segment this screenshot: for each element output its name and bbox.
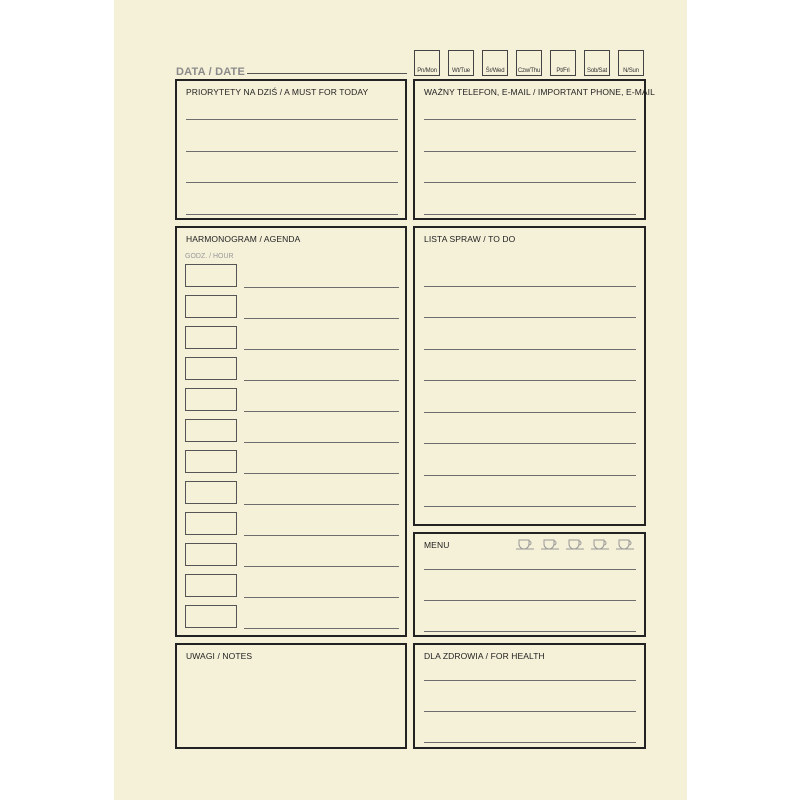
agenda-line[interactable]	[244, 349, 399, 350]
hour-box[interactable]	[185, 357, 237, 380]
todo-line[interactable]	[424, 286, 636, 287]
todo-line[interactable]	[424, 412, 636, 413]
hour-box[interactable]	[185, 543, 237, 566]
contacts-title: WAŻNY TELEFON, E-MAIL / IMPORTANT PHONE, E-MAIL	[424, 87, 655, 97]
hour-box[interactable]	[185, 388, 237, 411]
todo-line[interactable]	[424, 443, 636, 444]
todo-line[interactable]	[424, 475, 636, 476]
agenda-line[interactable]	[244, 504, 399, 505]
coffee-cup-icon[interactable]	[615, 537, 637, 551]
agenda-line[interactable]	[244, 628, 399, 629]
day-label: Wt/Tue	[452, 68, 470, 74]
notes-panel[interactable]	[175, 643, 407, 749]
agenda-line[interactable]	[244, 473, 399, 474]
hour-box[interactable]	[185, 264, 237, 287]
menu-title: MENU	[424, 540, 450, 550]
agenda-line[interactable]	[244, 411, 399, 412]
coffee-cup-icon[interactable]	[565, 537, 587, 551]
notes-title: UWAGI / NOTES	[186, 651, 253, 661]
date-label: DATA / DATE	[176, 66, 246, 78]
hour-box[interactable]	[185, 605, 237, 628]
writing-line[interactable]	[186, 182, 398, 183]
agenda-line[interactable]	[244, 318, 399, 319]
day-label: N/Sun	[623, 68, 639, 74]
todo-line[interactable]	[424, 317, 636, 318]
writing-line[interactable]	[424, 119, 636, 120]
day-label: Śr/Wed	[485, 68, 505, 74]
agenda-line[interactable]	[244, 566, 399, 567]
priorities-title: PRIORYTETY NA DZIŚ / A MUST FOR TODAY	[186, 87, 369, 97]
hour-box[interactable]	[185, 481, 237, 504]
todo-line[interactable]	[424, 506, 636, 507]
writing-line[interactable]	[424, 214, 636, 215]
day-label: Pn/Mon	[417, 68, 437, 74]
health-line[interactable]	[424, 711, 636, 712]
menu-line[interactable]	[424, 569, 636, 570]
day-label: Czw/Thu	[517, 68, 541, 74]
writing-line[interactable]	[186, 119, 398, 120]
menu-panel	[413, 532, 646, 637]
agenda-line[interactable]	[244, 597, 399, 598]
agenda-title: HARMONOGRAM / AGENDA	[186, 234, 301, 244]
writing-line[interactable]	[186, 214, 398, 215]
date-input-line[interactable]	[247, 73, 407, 74]
todo-line[interactable]	[424, 349, 636, 350]
priorities-panel	[175, 79, 407, 220]
coffee-cup-icon[interactable]	[540, 537, 562, 551]
writing-line[interactable]	[424, 151, 636, 152]
day-box-sat[interactable]	[584, 50, 610, 76]
hour-box[interactable]	[185, 326, 237, 349]
hour-column-label: GODZ. / HOUR	[185, 253, 234, 260]
day-label: Sob/Sat	[587, 68, 607, 74]
writing-line[interactable]	[424, 182, 636, 183]
day-box-wed[interactable]	[482, 50, 508, 76]
day-label: Pt/Fri	[556, 68, 570, 74]
agenda-panel	[175, 226, 407, 637]
hour-box[interactable]	[185, 512, 237, 535]
todo-line[interactable]	[424, 380, 636, 381]
day-box-fri[interactable]	[550, 50, 576, 76]
hour-box[interactable]	[185, 450, 237, 473]
hour-box[interactable]	[185, 295, 237, 318]
hour-box[interactable]	[185, 574, 237, 597]
day-box-sun[interactable]	[618, 50, 644, 76]
coffee-cup-icon[interactable]	[515, 537, 537, 551]
todo-title: LISTA SPRAW / TO DO	[424, 234, 516, 244]
todo-panel	[413, 226, 646, 526]
day-box-thu[interactable]	[516, 50, 542, 76]
menu-line[interactable]	[424, 600, 636, 601]
health-title: DLA ZDROWIA / FOR HEALTH	[424, 651, 545, 661]
day-box-tue[interactable]	[448, 50, 474, 76]
writing-line[interactable]	[186, 151, 398, 152]
health-line[interactable]	[424, 742, 636, 743]
health-panel	[413, 643, 646, 749]
agenda-line[interactable]	[244, 442, 399, 443]
hour-box[interactable]	[185, 419, 237, 442]
coffee-cup-icon[interactable]	[590, 537, 612, 551]
day-box-mon[interactable]	[414, 50, 440, 76]
agenda-line[interactable]	[244, 287, 399, 288]
menu-line[interactable]	[424, 631, 636, 632]
health-line[interactable]	[424, 680, 636, 681]
agenda-line[interactable]	[244, 380, 399, 381]
agenda-line[interactable]	[244, 535, 399, 536]
contacts-panel	[413, 79, 655, 220]
